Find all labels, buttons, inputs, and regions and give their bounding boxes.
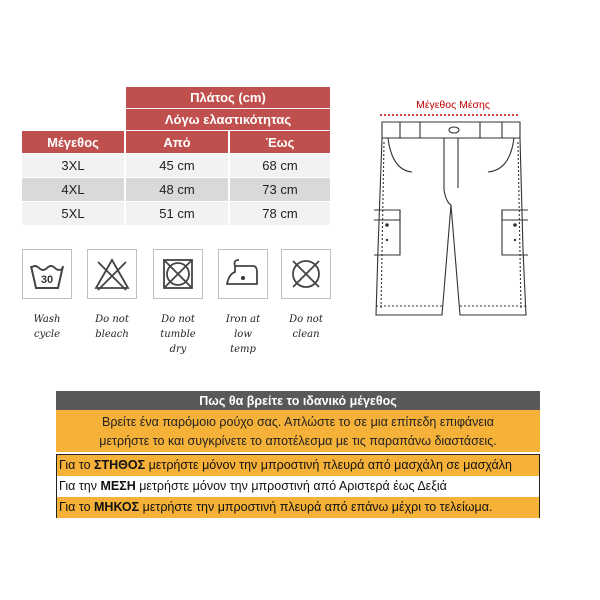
elasticity-header: Λόγω ελαστικότητας xyxy=(126,108,330,130)
care-label-line: cycle xyxy=(34,329,60,340)
table-cell-from: 51 cm xyxy=(126,202,228,225)
rule-term: ΜΕΣΗ xyxy=(100,479,136,493)
table-cell-size: 4XL xyxy=(22,178,124,201)
guide-title: Πως θα βρείτε το ιδανικό μέγεθος xyxy=(56,391,540,410)
rule-text: μετρήστε την μπροστινή πλευρά από επάνω μέχρι το τελείωμα. xyxy=(139,500,493,514)
no-bleach-icon-graphic xyxy=(92,254,132,294)
care-label-line: clean xyxy=(292,329,320,340)
table-cell-size: 5XL xyxy=(22,202,124,225)
care-label-line: bleach xyxy=(95,329,129,340)
table-cell-from: 48 cm xyxy=(126,178,228,201)
care-label-bleach xyxy=(82,312,142,342)
no-tumble-dry-icon xyxy=(153,249,203,299)
shorts-diagram xyxy=(360,110,540,320)
care-label-line: Do not xyxy=(289,314,323,325)
rule-text: μετρήστε μόνον την μπροστινή πλευρά από μασχάλη σε μασχάλη xyxy=(145,458,512,472)
no-dry-clean-icon-graphic xyxy=(286,254,326,294)
width-header: Πλάτος (cm) xyxy=(126,87,330,108)
care-label-line: Do not xyxy=(95,314,129,325)
wash-30-icon xyxy=(22,249,72,299)
guide-intro-line: μετρήστε το και συγκρίνετε το αποτέλεσμα με τις παραπάνω διαστάσεις. xyxy=(99,434,497,448)
from-header: Από xyxy=(126,131,228,153)
table-cell-to: 68 cm xyxy=(230,154,330,177)
no-bleach-icon xyxy=(87,249,137,299)
iron-low-icon xyxy=(218,249,268,299)
rule-term: ΜΗΚΟΣ xyxy=(94,500,140,514)
care-label-line: Wash xyxy=(33,314,61,325)
guide-intro xyxy=(56,410,540,452)
guide-rules-box xyxy=(56,454,540,518)
rule-prefix: Για το xyxy=(59,500,95,514)
no-tumble-dry-icon-graphic xyxy=(158,254,198,294)
care-label-line: tumble xyxy=(160,329,196,340)
rule-prefix: Για την xyxy=(59,479,101,493)
table-cell-to: 73 cm xyxy=(230,178,330,201)
waist-label: Μέγεθος Μέσης xyxy=(416,99,490,111)
care-label-line: Do not xyxy=(161,314,195,325)
rule-prefix: Για το xyxy=(59,458,95,472)
rule-term: ΣΤΗΘΟΣ xyxy=(94,458,146,472)
care-label-wash xyxy=(17,312,77,342)
care-label-tumble xyxy=(148,312,208,357)
care-label-line: dry xyxy=(169,344,187,355)
iron-low-icon-graphic xyxy=(223,254,263,294)
table-cell-from: 45 cm xyxy=(126,154,228,177)
care-label-line: Iron at xyxy=(225,314,261,325)
rule-chest xyxy=(57,455,539,476)
table-cell-to: 78 cm xyxy=(230,202,330,225)
guide-intro-line: Βρείτε ένα παρόμοιο ρούχο σας. Απλώστε το σε μια επίπεδη επιφάνεια xyxy=(102,415,494,429)
to-header: Έως xyxy=(230,131,330,153)
care-label-line: temp xyxy=(230,344,256,355)
size-header: Μέγεθος xyxy=(22,131,124,153)
cargo-pocket-buttons xyxy=(385,223,517,241)
no-dry-clean-icon xyxy=(281,249,331,299)
wash-30-icon-graphic xyxy=(27,254,67,294)
rule-text: μετρήστε μόνον την μπροστινή από Αριστερά έως Δεξιά xyxy=(135,479,447,493)
care-label-line: low xyxy=(234,329,252,340)
wash-temp-badge: 30 xyxy=(40,274,54,286)
shorts-outline xyxy=(374,122,528,315)
care-label-iron xyxy=(213,312,273,357)
table-cell-size: 3XL xyxy=(22,154,124,177)
rule-waist xyxy=(57,476,539,497)
rule-length xyxy=(57,497,539,518)
care-label-clean xyxy=(276,312,336,342)
